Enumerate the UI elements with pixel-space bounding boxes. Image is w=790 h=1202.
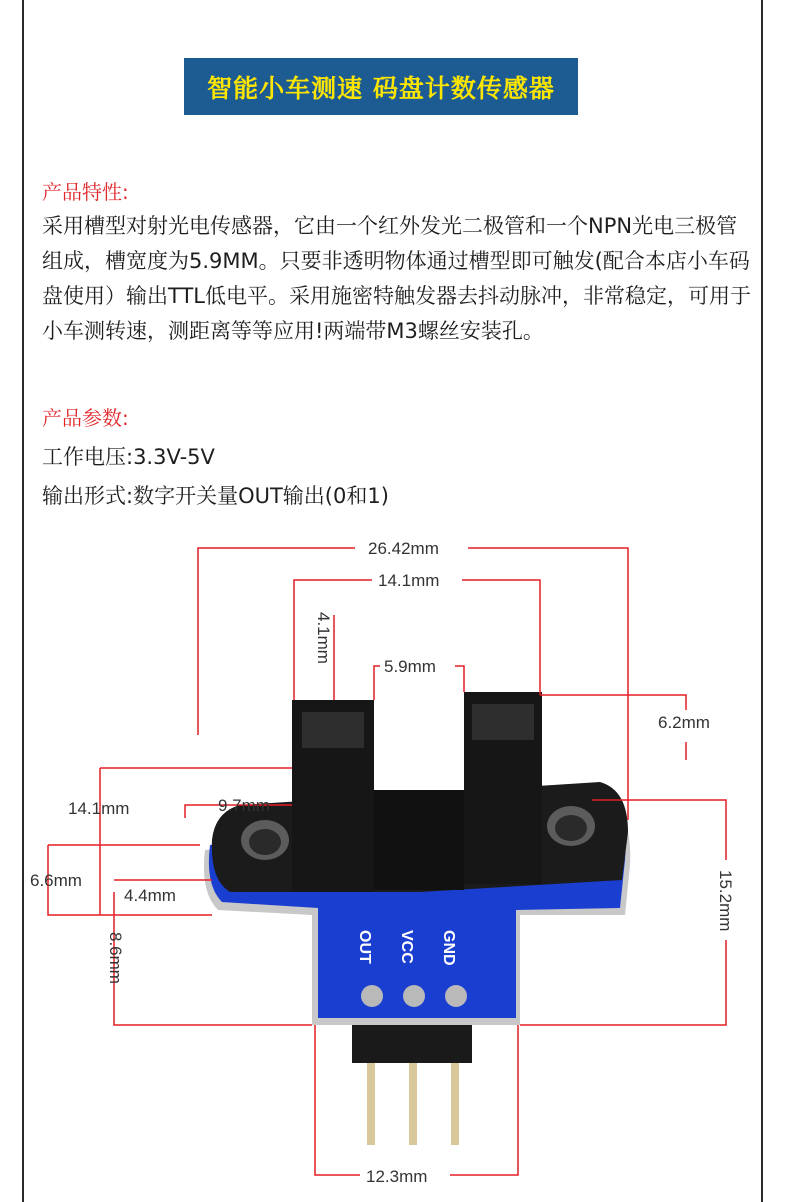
dim-base-height: 6.6mm [30,871,82,890]
features-heading: 产品特性: [42,180,129,204]
features-description: 采用槽型对射光电传感器，它由一个红外发光二极管和一个NPN光电三极管组成，槽宽度为5.9MM。只要非透明物体通过槽型即可触发(配合本店小车码盘使用）输出TTL低电平。采用施密特触发器去抖动脉冲，非常稳定，可用于小车测转速，测距离等等应用!两端带M3螺丝安装孔。 [42,214,751,343]
dim-housing-width: 14.1mm [378,571,440,590]
dim-tower-height: 6.2mm [658,713,710,732]
dim-slot-depth: 4.1mm [314,612,333,664]
pin-label-out: OUT [356,930,373,964]
dim-hole-offset: 4.4mm [124,886,176,905]
param-output: 输出形式:数字开关量OUT输出(0和1) [42,484,389,508]
dim-overall-width: 26.42mm [368,539,439,558]
param-voltage: 工作电压:3.3V-5V [42,445,215,469]
dim-flange: 9.7mm [218,796,270,815]
dim-slot-width: 5.9mm [384,657,436,676]
sensor-housing [212,692,628,892]
pin-label-gnd: GND [440,930,457,966]
dimension-diagram [0,520,790,1202]
dim-left-height: 14.1mm [68,799,130,818]
title-banner [184,58,578,115]
dim-tab-height: 8.6mm [106,932,125,984]
pin-label-vcc: VCC [398,930,415,964]
params-heading: 产品参数: [42,406,129,430]
pin-labels [356,930,457,966]
page-title: 智能小车测速 码盘计数传感器 [207,73,555,103]
dim-pin-span: 12.3mm [366,1167,428,1186]
dim-total-height: 15.2mm [716,870,735,932]
